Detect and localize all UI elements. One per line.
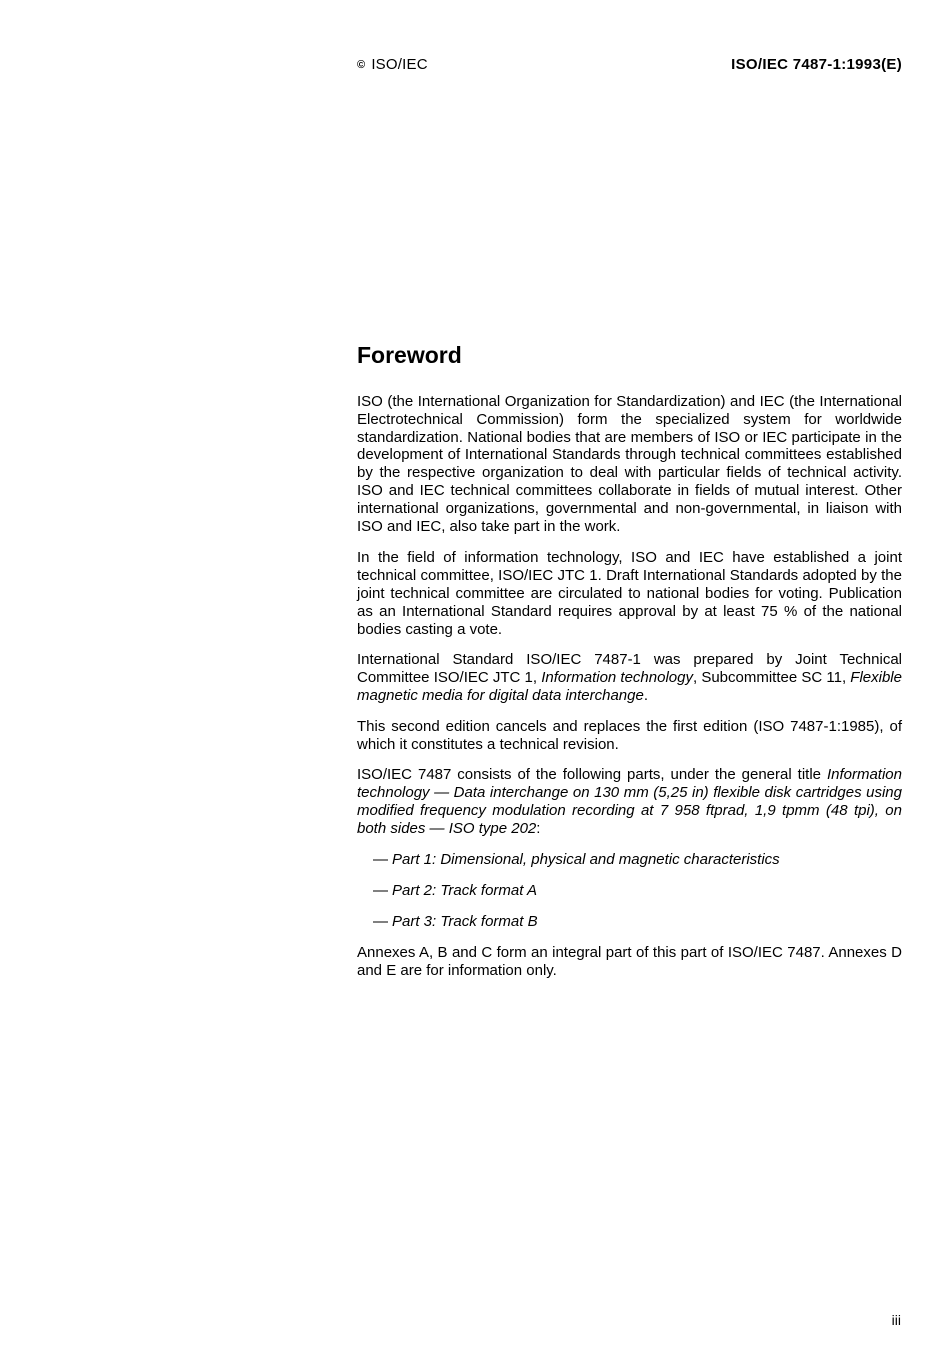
part-title: Part 3: Track format B	[392, 913, 538, 931]
list-dash: —	[373, 850, 388, 868]
preparation-end: .	[643, 686, 649, 704]
list-dash: —	[373, 881, 388, 899]
list-dash: —	[373, 913, 388, 931]
publisher-name: ISO/IEC	[371, 56, 428, 73]
copyright-symbol: ©	[357, 59, 366, 71]
paragraph-parts-intro	[357, 766, 902, 837]
list-item	[373, 851, 902, 869]
preparation-mid: , Subcommittee SC 11,	[692, 669, 851, 687]
list-item	[373, 882, 902, 900]
page-title: Foreword	[357, 342, 462, 368]
preparation-lead: International Standard ISO/IEC 7487-1 was prepared by Joint Technical Committee ISO/IEC JTC 1,	[357, 651, 902, 687]
part-title: Part 2: Track format A	[392, 881, 538, 899]
subcommittee-title: Flexible magnetic media for digital data interchange	[357, 669, 902, 704]
general-title: Information technology — Data interchange on 130 mm (5,25 in) flexible disk cartridges using modified frequency modulation recording at 7 958 ftprad, 1,9 tpmm (48 tpi), on both sides — ISO type 202	[357, 766, 902, 837]
parts-intro-lead: ISO/IEC 7487 consists of the following parts, under the general title	[357, 766, 827, 784]
list-item	[373, 913, 902, 931]
document-id: ISO/IEC 7487-1:1993(E)	[731, 56, 902, 73]
paragraph-preparation	[357, 651, 902, 704]
paragraph-edition: This second edition cancels and replaces the first edition (ISO 7487-1:1985), of which it constitutes a technical revision.	[357, 717, 902, 753]
committee-title: Information technology	[541, 669, 693, 687]
header-publisher	[357, 56, 428, 73]
foreword-section	[357, 340, 902, 993]
page-number: iii	[891, 1312, 901, 1328]
paragraph-joint-committee: In the field of information technology, ISO and IEC have established a joint technical committee, ISO/IEC JTC 1. Draft International Standards adopted by the joint technical committee are circulated to national bodies for voting. Publication as an International Standard requires approval by at least 75 % of the national bodies casting a vote.	[357, 549, 902, 638]
part-title: Part 1: Dimensional, physical and magnetic characteristics	[392, 850, 780, 868]
paragraph-annexes: Annexes A, B and C form an integral part of this part of ISO/IEC 7487. Annexes D and E are for information only.	[357, 944, 902, 980]
paragraph-organizations: ISO (the International Organization for Standardization) and IEC (the International Electrotechnical Commission) form the specialized system for worldwide standardization. National bodies that are members of ISO or IEC participate in the development of International Standards through technical committees established by the respective organization to deal with particular fields of technical activity. ISO and IEC technical committees collaborate in fields of mutual interest. Other international organizations, governmental and non-governmental, in liaison with ISO and IEC, also take part in the work.	[357, 393, 902, 535]
parts-intro-end: :	[536, 819, 541, 837]
